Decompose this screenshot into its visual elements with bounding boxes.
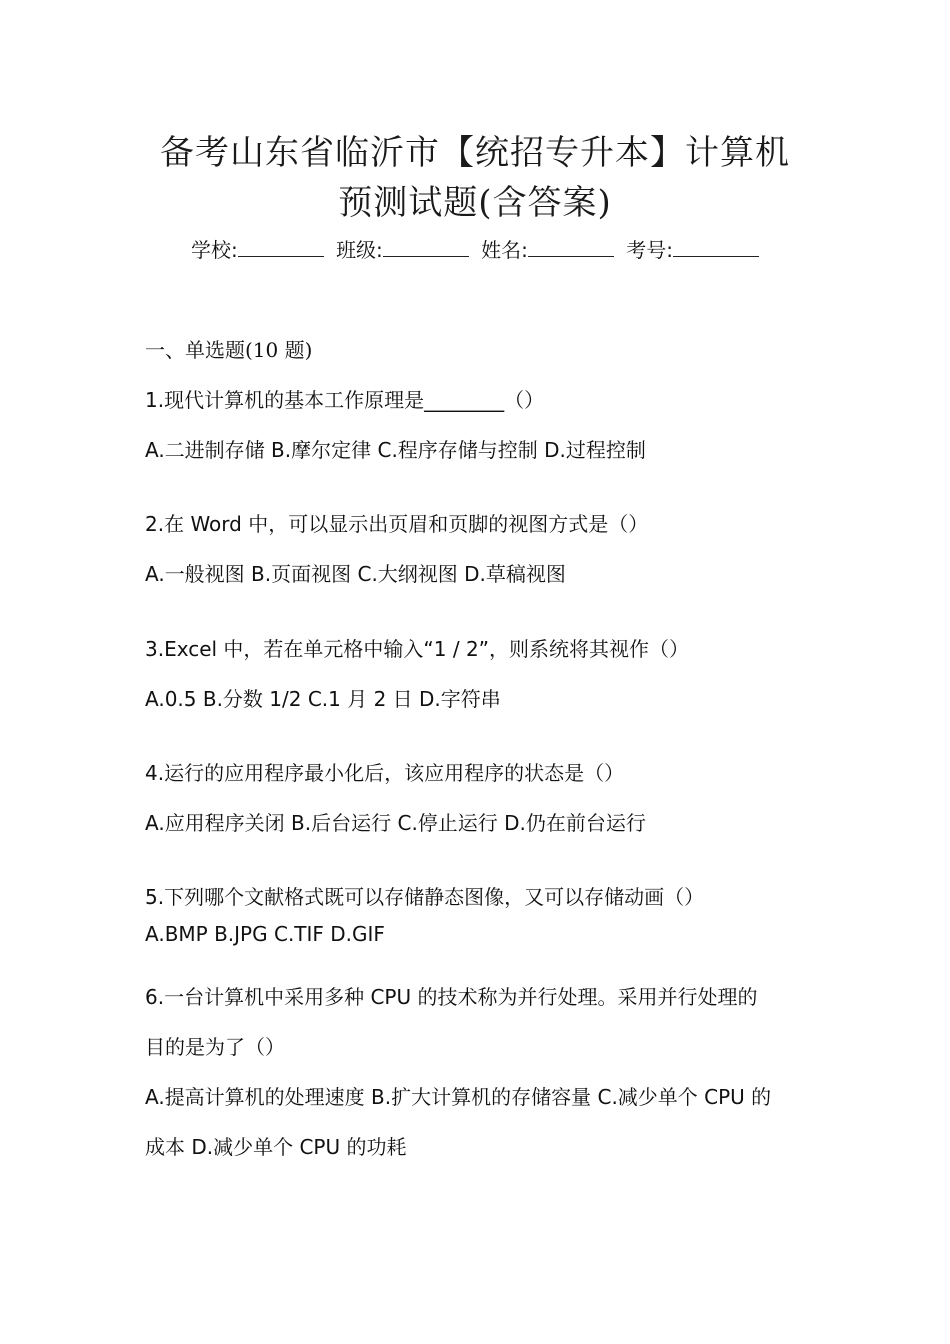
- document-title-line-2: 预测试题(含答案): [338, 183, 612, 223]
- section-heading: 一、单选题(10 题): [145, 338, 313, 362]
- question-4-options: A.应用程序关闭 B.后台运行 C.停止运行 D.仍在前台运行: [145, 811, 646, 835]
- class-field: [336, 238, 469, 262]
- exam-number-field: [626, 238, 759, 262]
- question-2-options: A.一般视图 B.页面视图 C.大纲视图 D.草稿视图: [145, 562, 566, 586]
- question-6-stem-line-2: 目的是为了（）: [145, 1035, 285, 1059]
- question-5-stem: 5.下列哪个文献格式既可以存储静态图像，又可以存储动画（）: [145, 885, 705, 909]
- school-blank: [238, 236, 324, 257]
- question-4-stem: 4.运行的应用程序最小化后，该应用程序的状态是（）: [145, 761, 625, 785]
- class-label: 班级:: [336, 238, 383, 262]
- name-label: 姓名:: [481, 238, 528, 262]
- question-2-stem: 2.在 Word 中，可以显示出页眉和页脚的视图方式是（）: [145, 512, 649, 536]
- question-1-stem: 1.现代计算机的基本工作原理是________（）: [145, 388, 545, 412]
- name-field: [481, 238, 614, 262]
- class-blank: [383, 236, 469, 257]
- document-title-line-1: 备考山东省临沂市【统招专升本】计算机: [160, 133, 790, 173]
- question-6-options-line-2: 成本 D.减少单个 CPU 的功耗: [145, 1135, 407, 1159]
- question-5-options: A.BMP B.JPG C.TIF D.GIF: [145, 922, 385, 946]
- question-6-options-line-1: A.提高计算机的处理速度 B.扩大计算机的存储容量 C.减少单个 CPU 的: [145, 1085, 772, 1109]
- school-label: 学校:: [190, 238, 238, 262]
- name-blank: [528, 236, 614, 257]
- question-3-options: A.0.5 B.分数 1/2 C.1 月 2 日 D.字符串: [145, 687, 501, 711]
- question-6-stem-line-1: 6.一台计算机中采用多种 CPU 的技术称为并行处理。采用并行处理的: [145, 985, 758, 1009]
- exam-number-blank: [673, 236, 759, 257]
- question-1-options: A.二进制存储 B.摩尔定律 C.程序存储与控制 D.过程控制: [145, 438, 646, 462]
- school-field: [191, 238, 324, 262]
- question-3-stem: 3.Excel 中，若在单元格中输入“1 / 2”，则系统将其视作（）: [145, 637, 690, 661]
- student-info-row: [0, 236, 950, 264]
- exam-number-label: 考号:: [626, 238, 674, 262]
